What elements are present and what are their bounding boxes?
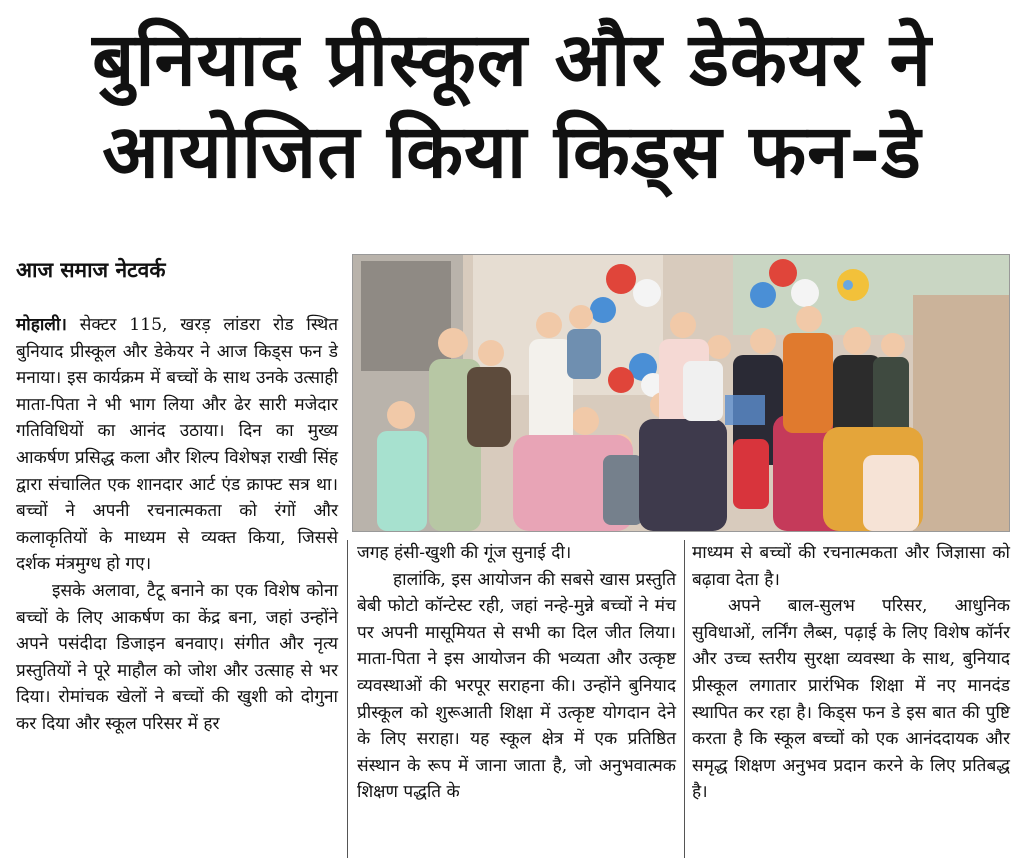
article-column-1 (16, 312, 338, 738)
article-column-2 (357, 540, 676, 806)
column3-paragraph-2: अपने बाल-सुलभ परिसर, आधुनिक सुविधाओं, लर्निंग लैब्स, पढ़ाई के लिए विशेष कॉर्नर और उच्च स्तरीय सुरक्षा व्यवस्था के साथ, बुनियाद प्रीस्कूल लगातार प्रारंभिक शिक्षा में नए मानदंड स्थापित कर रहा है। किड्स फन डे इस बात की पुष्टि करता है कि स्कूल बच्चों को एक आनंददायक और समृद्ध शिक्षण अनुभव प्रदान करने के लिए प्रतिबद्ध है। (692, 596, 1010, 803)
headline (0, 14, 1024, 198)
dateline: मोहाली। (16, 315, 67, 335)
headline-line-1: बुनियाद प्रीस्कूल और डेकेयर ने (92, 17, 932, 103)
column3-paragraph-1: माध्यम से बच्चों की रचनात्मकता और जिज्ञासा को बढ़ावा देता है। (692, 543, 1010, 590)
headline-line-2: आयोजित किया किड्स फन-डे (102, 109, 922, 195)
column2-paragraph-1: जगह हंसी-खुशी की गूंज सुनाई दी। (357, 543, 572, 563)
column1-paragraph-2: इसके अलावा, टैटू बनाने का एक विशेष कोना बच्चों के लिए आकर्षण का केंद्र बना, जहां उन्होंने अपने पसंदीदा डिजाइन बनवाए। संगीत और नृत्य प्रस्तुतियों ने पूरे माहौल को जोश और उत्साह से भर दिया। रोमांचक खेलों ने बच्चों की खुशी को दोगुना कर दिया और स्कूल परिसर में हर (16, 580, 338, 734)
article-column-3 (692, 540, 1010, 806)
column2-paragraph-2: हालांकि, इस आयोजन की सबसे खास प्रस्तुति बेबी फोटो कॉन्टेस्ट रही, जहां नन्हे-मुन्ने बच्चों ने मंच पर अपनी मासूमियत से सभी का दिल जीत लिया। माता-पिता ने इस आयोजन की भव्यता और उत्कृष्ट व्यवस्थाओं की भरपूर सराहना की। उन्होंने बुनियाद प्रीस्कूल को शुरूआती शिक्षा में उत्कृष्ट योगदान देने के लिए सराहा। यह स्कूल क्षेत्र में एक प्रतिष्ठित संस्थान के रूप में जाना जाता है, जो अनुभवात्मक शिक्षण पद्धति के (357, 569, 676, 803)
byline: आज समाज नेटवर्क (16, 258, 166, 282)
column-divider-1 (347, 540, 348, 858)
column1-paragraph-1: सेक्टर 115, खरड़ लांडरा रोड स्थित बुनियाद प्रीस्कूल और डेकेयर ने आज किड्स फन डे मनाया। इस कार्यक्रम में बच्चों के साथ उनके उत्साही माता-पिता ने भी भाग लिया और ढेर सारी मजेदार गतिविधियों का आनंद उठाया। दिन का मुख्य आकर्षण प्रसिद्ध कला और शिल्प विशेषज्ञ राखी सिंह द्वारा संचालित एक शानदार आर्ट एंड क्राफ्ट सत्र था। बच्चों ने अपनी रचनात्मकता को रंगों और कलाकृतियों के माध्यम से व्यक्त किया, जिससे दर्शक मंत्रमुग्ध हो गए। (16, 315, 338, 575)
event-group-photo (352, 254, 1010, 532)
column-divider-2 (684, 540, 685, 858)
group-photo-icon (353, 255, 1009, 531)
